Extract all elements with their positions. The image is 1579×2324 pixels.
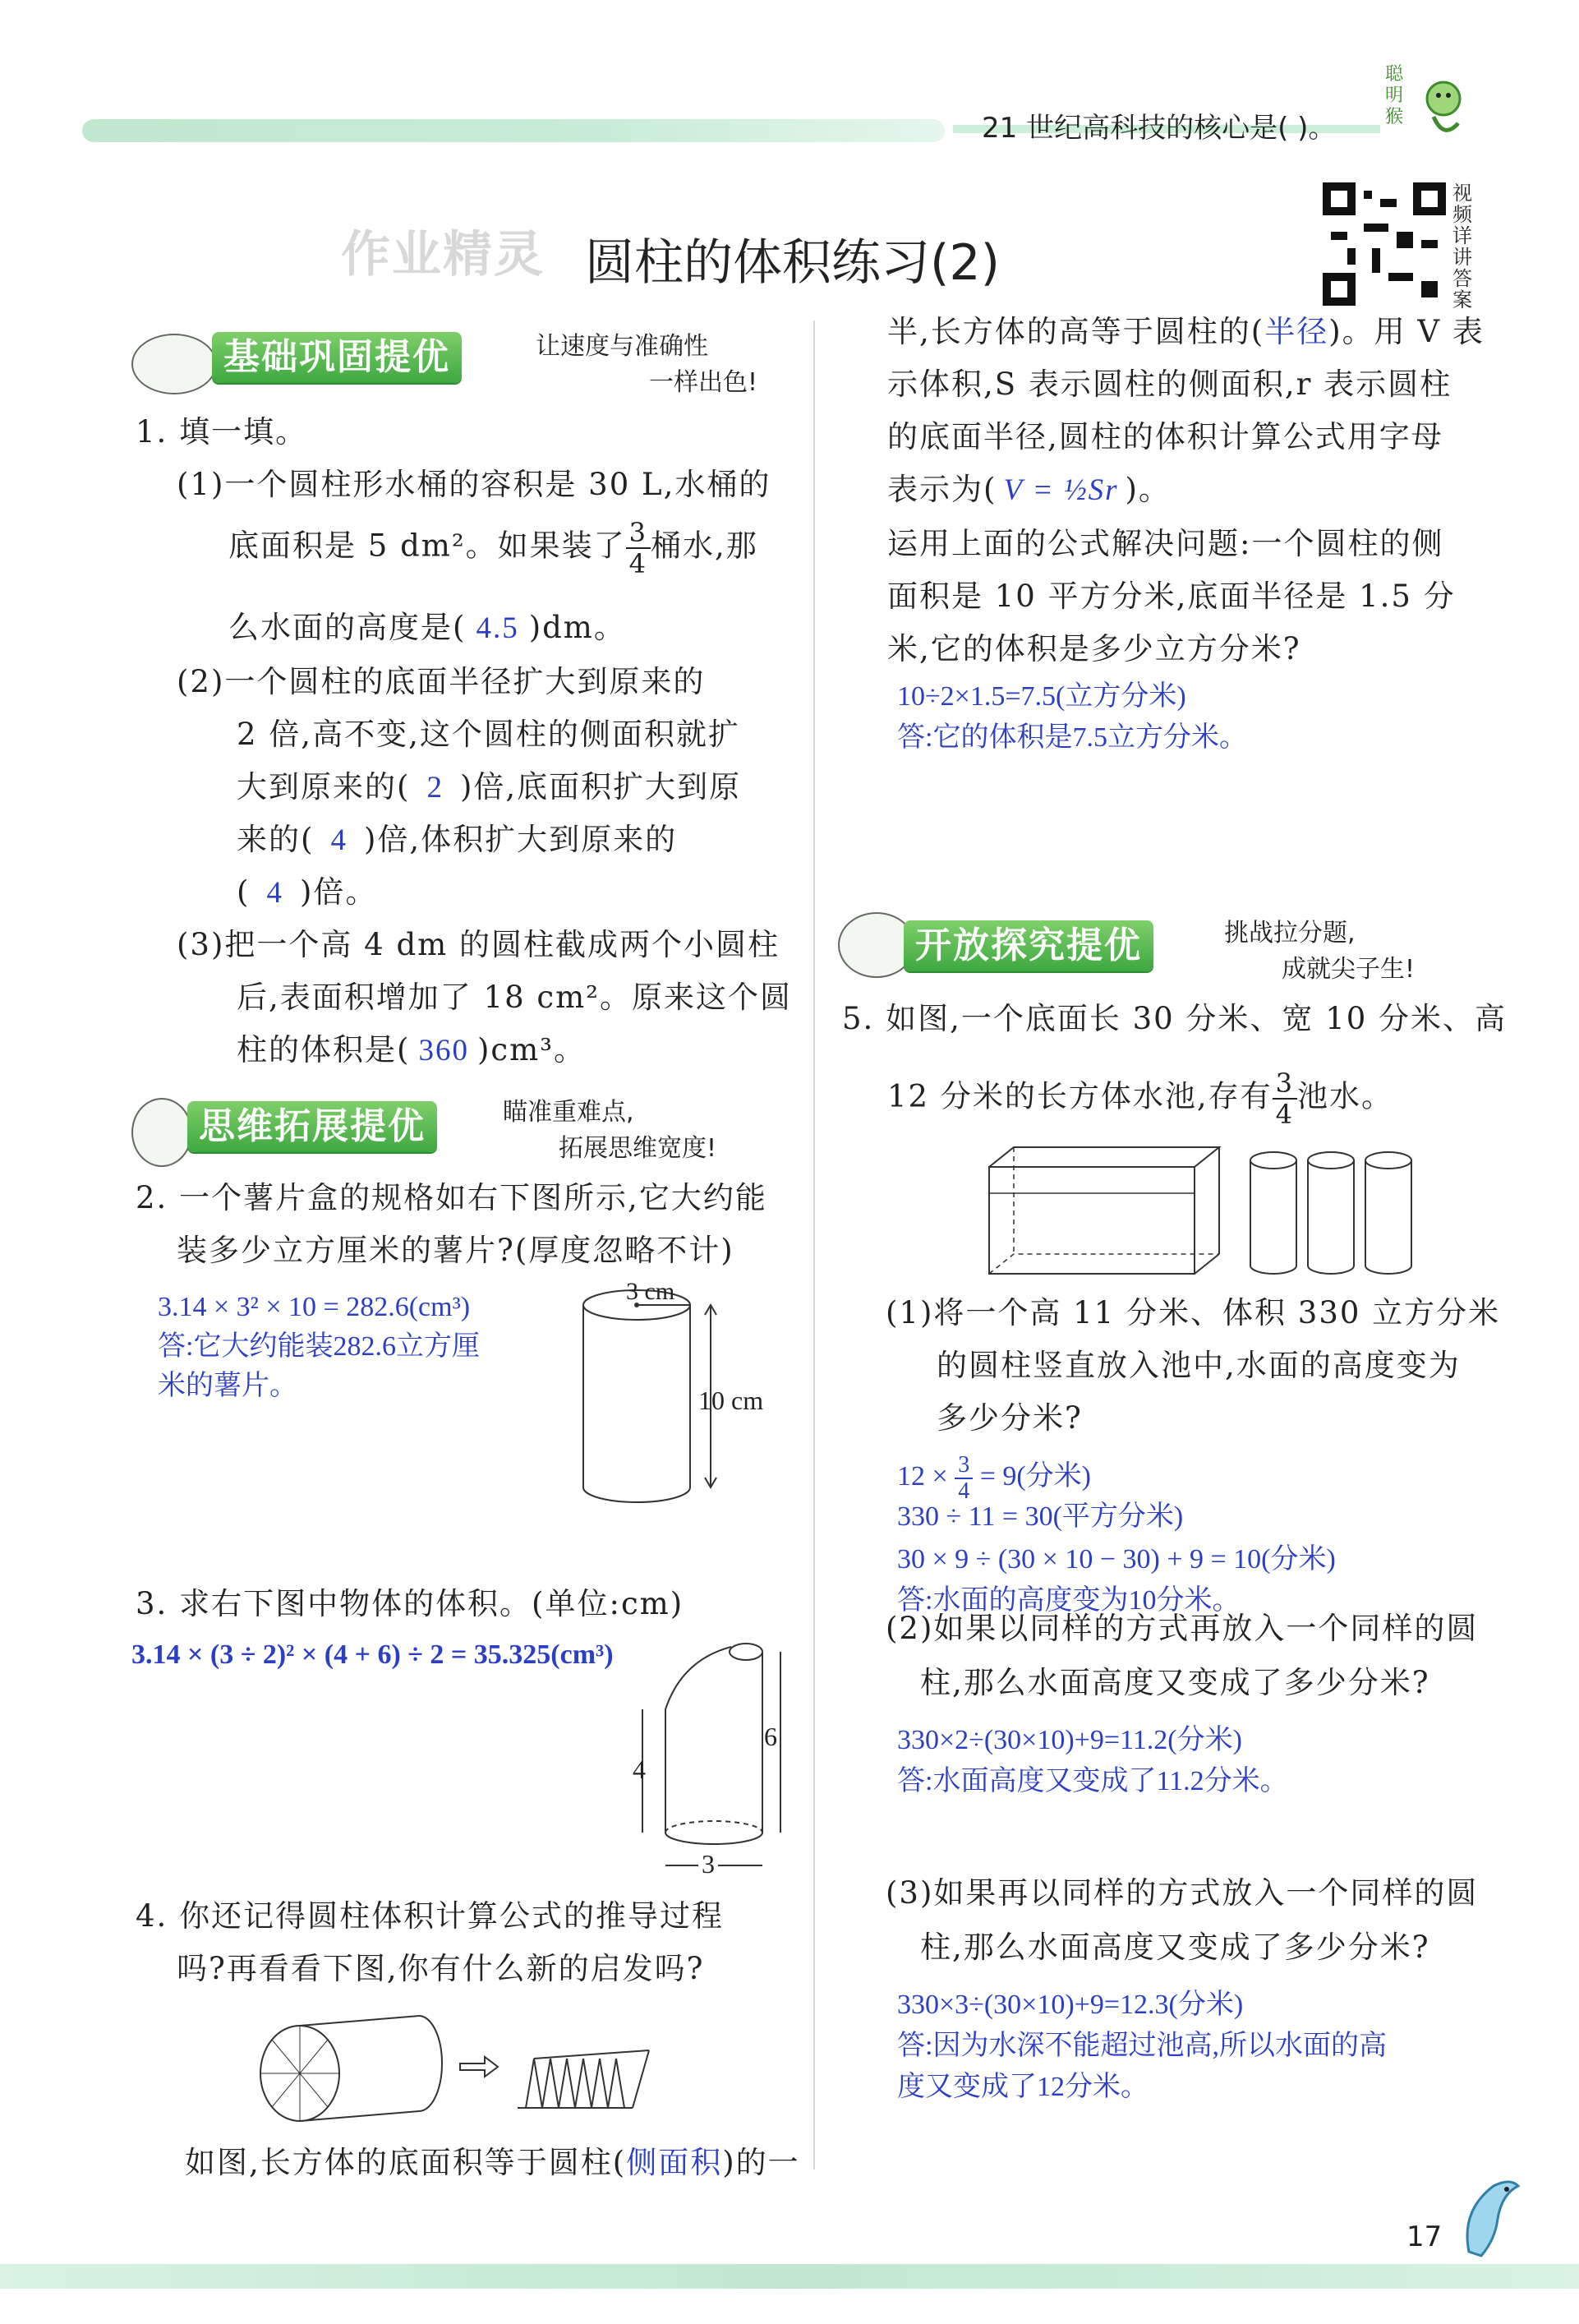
q5-part2-work: 330×2÷(30×10)+9=11.2(分米) [897,1725,1242,1755]
cut-cylinder-diameter: 3 [698,1849,718,1879]
q1-part1-line3 [228,602,626,655]
q1-part2-line5 [237,866,377,920]
q4-line1: 4. 你还记得圆柱体积计算公式的推导过程 [136,1898,725,1934]
frac-den: 4 [958,1478,970,1504]
answer-base-factor: 4 [330,823,348,857]
cut-cylinder-figure [624,1627,797,1882]
q4-answer: 答:它的体积是7.5立方分米。 [897,722,1247,753]
student-reading-icon [131,334,217,394]
answer-formula: V = ½Sr [1003,473,1119,507]
page-title: 圆柱的体积练习(2) [585,234,1000,292]
q5-line2-post: 池水。 [1296,1078,1393,1114]
q4-right-line3: 的底面半径,圆柱的体积计算公式用字母 [887,419,1443,454]
q1-part2-line4 [237,814,677,867]
q5-part1-work2: 330 ÷ 11 = 30(平方分米) [897,1501,1184,1532]
chip-can-figure [567,1282,805,1512]
q4-line3 [185,2137,800,2190]
q5-line2-pre: 12 分米的长方体水池,存有 [887,1078,1273,1114]
section-thinking-slogan-2: 拓展思维宽度! [559,1134,717,1163]
q1-part1-line2 [228,518,758,579]
q1-part3-line2: 后,表面积增加了 18 cm²。原来这个圆 [237,980,793,1015]
q1-part3-line3-post: )cm³。 [476,1032,587,1067]
q4-right-line2: 示体积,S 表示圆柱的侧面积,r 表示圆柱 [887,367,1452,402]
q2-answer-line1: 答:它大约能装282.6立方厘 [158,1331,480,1362]
q4-right-line4 [887,463,1171,517]
q4-right-line7: 米,它的体积是多少立方分米? [887,631,1301,666]
frac-den: 4 [1275,1099,1294,1130]
q5-part3-line2: 柱,那么水面高度又变成了多少分米? [920,1930,1430,1965]
q1-part2-line5-post: )倍。 [299,874,378,910]
cut-cylinder-short-height: 4 [633,1755,646,1784]
q5-part3-answer-line1: 答:因为水深不能超过池高,所以水面的高 [897,2031,1387,2061]
cylinder-to-cuboid-figure [255,2009,665,2133]
q4-line3-post: )的一 [722,2145,800,2180]
can-radius-label: 3 cm [626,1278,675,1305]
q4-line2: 吗?再看看下图,你有什么新的启发吗? [177,1951,705,1986]
q1-part1-line3-post: )dm。 [528,610,626,645]
column-divider [813,320,815,2170]
q1-part3-line3-pre: 柱的体积是( [237,1032,411,1067]
q1-part3-line1: (3)把一个高 4 dm 的圆柱截成两个小圆柱 [177,927,780,962]
page-number: 17 [1406,2220,1443,2253]
qr-code-icon[interactable] [1323,182,1446,306]
q5-part1-work1-post: = 9(分米) [979,1460,1092,1492]
pool-and-cylinders-figure [986,1142,1479,1282]
answer-original-volume: 360 [418,1034,469,1067]
qr-caption: 视频详讲答案 [1452,182,1472,311]
q4-right-line1 [887,306,1485,359]
answer-lateral-factor: 2 [426,771,444,805]
q2-line1: 2. 一个薯片盒的规格如右下图所示,它大约能 [136,1180,767,1215]
q5-part2-answer: 答:水面高度又变成了11.2分米。 [897,1766,1288,1796]
q5-part3-work: 330×3÷(30×10)+9=12.3(分米) [897,1990,1244,2020]
answer-water-height: 4.5 [476,611,519,645]
q1-part2-line5-pre: ( [237,874,251,910]
q5-part1-work3: 30 × 9 ÷ (30 × 10 − 30) + 9 = 10(分米) [897,1544,1336,1575]
header-band [82,119,945,142]
q4-right-line4-pre: 表示为( [887,472,997,507]
mascot-label: 聪明猴 [1385,64,1404,127]
q1-part3-line3 [237,1024,586,1077]
q5-part1-work1-pre: 12 × [897,1460,948,1492]
frac-num: 3 [1273,1068,1297,1100]
q4-line3-pre: 如图,长方体的底面积等于圆柱( [185,2145,627,2180]
q1-part1-line2-pre: 底面积是 5 dm²。如果装了 [228,528,626,564]
q5-line2 [887,1068,1393,1129]
q2-answer-line2: 米的薯片。 [158,1371,297,1401]
frac-den: 4 [628,548,648,579]
q1-part1-line2-post: 桶水,那 [651,528,758,564]
fraction-three-quarters-2 [1273,1068,1297,1129]
q1-part2-line4-pre: 来的( [237,822,315,857]
can-height-label: 10 cm [698,1386,764,1415]
section-basic-slogan-1: 让速度与准确性 [536,332,708,361]
q4-right-line4-post: )。 [1125,472,1171,507]
section-open-slogan-1: 挑战拉分题, [1224,919,1356,948]
q3-work: 3.14 × (3 ÷ 2)² × (4 + 6) ÷ 2 = 35.325(cm³) [131,1639,614,1670]
q4-right-line6: 面积是 10 平方分米,底面半径是 1.5 分 [887,579,1456,614]
q1-part2-line4-post: )倍,体积扩大到原来的 [363,822,678,857]
q3-line1: 3. 求右下图中物体的体积。(单位:cm) [136,1586,684,1621]
section-open-banner: 开放探究提优 [904,920,1153,971]
frac-num: 3 [955,1453,973,1479]
answer-volume-factor: 4 [266,876,283,910]
q5-part1-line2: 的圆柱竖直放入池中,水面的高度变为 [937,1348,1461,1383]
student-thinking-icon [131,1098,192,1167]
q1-part1-line1: (1)一个圆柱形水桶的容积是 30 L,水桶的 [177,467,771,502]
q4-right-line5: 运用上面的公式解决问题:一个圆柱的侧 [887,526,1444,561]
q1-part2-line2: 2 倍,高不变,这个圆柱的侧面积就扩 [237,717,740,752]
q5-part1-line3: 多少分米? [937,1400,1083,1436]
q5-part1-answer: 答:水面的高度变为10分米。 [897,1585,1241,1616]
brand-watermark: 作业精灵 [341,226,545,284]
q5-part3-answer-line2: 度又变成了12分米。 [897,2072,1149,2102]
section-basic-slogan-2: 一样出色! [649,368,758,397]
q4-right-line1-pre: 半,长方体的高等于圆柱的( [887,314,1265,349]
q2-work: 3.14 × 3² × 10 = 282.6(cm³) [158,1292,471,1322]
section-thinking-banner: 思维拓展提优 [187,1101,437,1152]
q1-part2-line3-post: )倍,底面积扩大到原 [459,769,742,805]
footer-band [0,2264,1579,2289]
q1-part2-line3 [237,761,741,814]
q2-line2: 装多少立方厘米的薯片?(厚度忽略不计) [177,1233,734,1268]
answer-lateral-area: 侧面积 [626,2146,723,2180]
answer-radius: 半径 [1264,316,1329,349]
cut-cylinder-tall-height: 6 [764,1722,777,1751]
header-tagline: 21 世纪高科技的核心是( )。 [982,112,1337,145]
q5-part2-line1: (2)如果以同样的方式再放入一个同样的圆 [886,1611,1479,1646]
section-basic-banner: 基础巩固提优 [212,332,462,383]
q4-right-line1-post: )。用 V 表 [1328,314,1485,349]
q1-title: 1. 填一填。 [136,414,308,450]
q5-part2-line2: 柱,那么水面高度又变成了多少分米? [920,1665,1430,1700]
section-thinking-slogan-1: 瞄准重难点, [503,1098,634,1127]
q5-part3-line1: (3)如果再以同样的方式放入一个同样的圆 [886,1875,1479,1911]
q1-part1-line3-pre: 么水面的高度是( [228,610,467,645]
monkey-mascot-icon [1401,66,1466,148]
q5-part1-line1: (1)将一个高 11 分米、体积 330 立方分米 [886,1295,1501,1330]
frac-num: 3 [626,518,651,549]
q5-line1: 5. 如图,一个底面长 30 分米、宽 10 分米、高 [842,1001,1508,1036]
q4-work: 10÷2×1.5=7.5(立方分米) [897,681,1186,712]
q1-part2-line3-pre: 大到原来的( [237,769,411,805]
section-open-slogan-2: 成就尖子生! [1282,955,1416,984]
fraction-three-quarters [626,518,651,579]
dolphin-icon [1452,2170,1526,2268]
q1-part2-line1: (2)一个圆柱的底面半径扩大到原来的 [177,664,706,699]
